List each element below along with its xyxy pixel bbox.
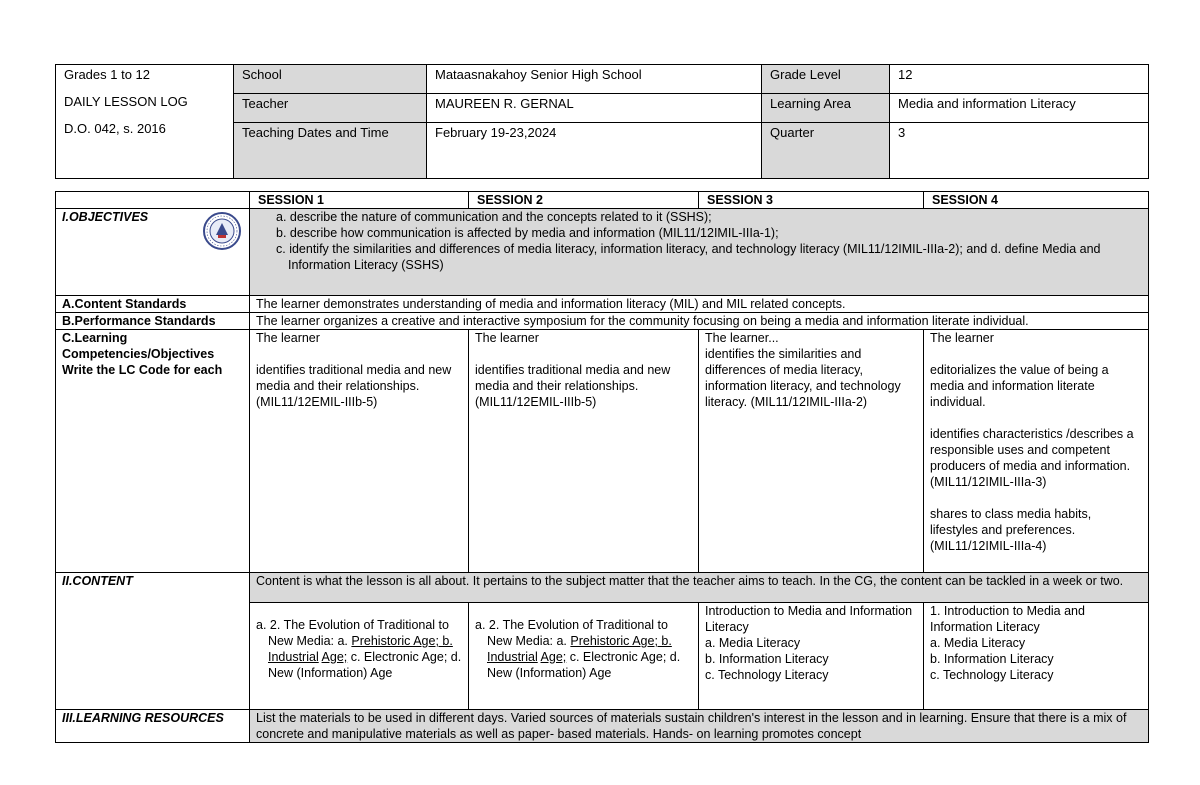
session-2-header: SESSION 2 — [469, 192, 699, 209]
learning-resources-row — [56, 710, 1149, 743]
competency-1-intro: The learner — [256, 331, 320, 345]
header-do-number: D.O. 042, s. 2016 — [64, 121, 166, 136]
competencies-label: C.Learning Competencies/Objectives Write the LC Code for each — [56, 330, 250, 573]
teaching-dates-value: February 19-23,2024 — [427, 123, 762, 179]
competency-2-text: identifies traditional media and new media and their relationships. (MIL11/12EMIL-IIIb-5) — [475, 363, 671, 409]
objective-c: c. identify the similarities and differences of media literacy, information literacy, and technology literacy (MIL11/12IMIL-IIIa-2); and d. define Media and Information Literacy (SSHS) — [276, 242, 1101, 272]
competency-3-text: identifies the similarities and differences of media literacy, information literacy, and technology literacy. (MIL11/12IMIL-IIIa-2) — [705, 347, 901, 409]
competency-3-intro: The learner... — [705, 331, 779, 345]
content-3-title: Introduction to Media and Information Literacy — [705, 604, 913, 634]
competency-4-text-3: shares to class media habits, lifestyles and preferences. (MIL11/12IMIL-IIIa-4) — [930, 507, 1092, 553]
sessions-header-row — [56, 192, 1149, 209]
objectives-content — [250, 209, 1149, 296]
competency-1-text: identifies traditional media and new media and their relationships. (MIL11/12EMIL-IIIb-5) — [256, 363, 452, 409]
objectives-row — [56, 209, 1149, 296]
competency-4-intro: The learner — [930, 331, 994, 345]
performance-standards-row — [56, 313, 1149, 330]
content-standards-row — [56, 296, 1149, 313]
school-value: Mataasnakahoy Senior High School — [427, 65, 762, 94]
objective-b: b. describe how communication is affected by media and information (MIL11/12IMIL-IIIa-1); — [276, 226, 779, 240]
content-note-row — [56, 573, 1149, 603]
content-session-3 — [699, 603, 924, 710]
quarter-value: 3 — [890, 123, 1149, 179]
competencies-row — [56, 330, 1149, 573]
header-dll-title: DAILY LESSON LOG — [64, 94, 188, 109]
content-2-text: a. 2. The Evolution of Traditional to New Media: a. Prehistoric Age; b. Industrial Age; c. Electronic Age; d. New (Information) Age — [475, 618, 681, 680]
content-4-title: 1. Introduction to Media and Information Literacy — [930, 604, 1085, 634]
corner-cell — [56, 192, 250, 209]
content-1-text: a. 2. The Evolution of Traditional to New Media: a. Prehistoric Age; b. Industrial Age; c. Electronic Age; d. New (Information) Age — [256, 618, 462, 680]
school-label: School — [234, 65, 427, 94]
competency-session-4 — [924, 330, 1149, 573]
deped-seal-icon — [202, 211, 242, 251]
content-session-1 — [250, 603, 469, 710]
content-4-item-c: c. Technology Literacy — [930, 668, 1054, 682]
content-4-item-a: a. Media Literacy — [930, 636, 1026, 650]
objectives-label-cell — [56, 209, 250, 296]
header-title-block — [56, 65, 234, 179]
teacher-label: Teacher — [234, 94, 427, 123]
content-3-item-c: c. Technology Literacy — [705, 668, 829, 682]
objectives-label: I.OBJECTIVES — [62, 210, 149, 224]
competency-2-intro: The learner — [475, 331, 539, 345]
teacher-value: MAUREEN R. GERNAL — [427, 94, 762, 123]
competency-session-1 — [250, 330, 469, 573]
content-label: II.CONTENT — [56, 573, 250, 710]
competency-session-3 — [699, 330, 924, 573]
content-4-item-b: b. Information Literacy — [930, 652, 1054, 666]
content-session-4 — [924, 603, 1149, 710]
learning-area-value: Media and information Literacy — [890, 94, 1149, 123]
session-4-header: SESSION 4 — [924, 192, 1149, 209]
performance-standards-label: B.Performance Standards — [56, 313, 250, 330]
content-standards-label: A.Content Standards — [56, 296, 250, 313]
learning-area-label: Learning Area — [762, 94, 890, 123]
quarter-label: Quarter — [762, 123, 890, 179]
grade-level-value: 12 — [890, 65, 1149, 94]
grade-level-label: Grade Level — [762, 65, 890, 94]
header-grades: Grades 1 to 12 — [64, 67, 150, 82]
performance-standards-text: The learner organizes a creative and interactive symposium for the community focusing on being a media and information literate individual. — [250, 313, 1149, 330]
session-3-header: SESSION 3 — [699, 192, 924, 209]
learning-resources-text: List the materials to be used in different days. Varied sources of materials sustain children's interest in the lesson and in learning. Ensure that there is a mix of concrete and manipulative materials as well as paper- based materials. Hands- on learning promotes concept — [250, 710, 1149, 743]
content-note: Content is what the lesson is all about. It pertains to the subject matter that the teacher aims to teach. In the CG, the content can be tackled in a week or two. — [250, 573, 1149, 603]
header-table — [55, 64, 1149, 179]
teaching-dates-label: Teaching Dates and Time — [234, 123, 427, 179]
competency-4-text-2: identifies characteristics /describes a responsible uses and competent producers of media and information. (MIL11/12IMIL-IIIa-3) — [930, 427, 1134, 489]
session-1-header: SESSION 1 — [250, 192, 469, 209]
content-standards-text: The learner demonstrates understanding of media and information literacy (MIL) and MIL related concepts. — [250, 296, 1149, 313]
competency-4-text-1: editorializes the value of being a media and information literate individual. — [930, 363, 1109, 409]
learning-resources-label: III.LEARNING RESOURCES — [56, 710, 250, 743]
content-3-item-a: a. Media Literacy — [705, 636, 801, 650]
content-3-item-b: b. Information Literacy — [705, 652, 829, 666]
objective-a: a. describe the nature of communication and the concepts related to it (SSHS); — [276, 210, 712, 224]
lesson-table — [55, 191, 1149, 743]
competency-session-2 — [469, 330, 699, 573]
content-session-2 — [469, 603, 699, 710]
